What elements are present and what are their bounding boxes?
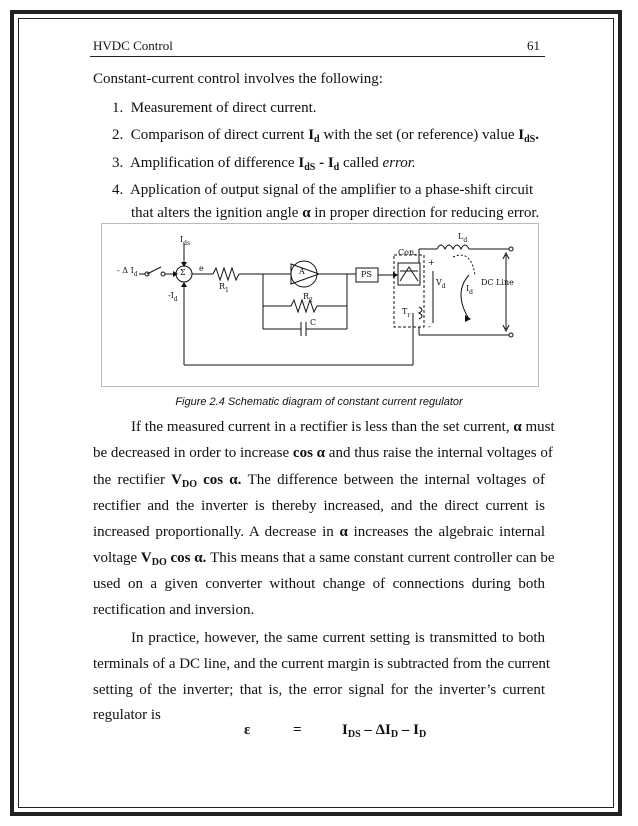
label-ld: $L_d$	[458, 232, 468, 244]
label-dc-line: DC Line	[481, 278, 514, 287]
list-text: Application of output signal of the amplifier to a phase-shift circuit	[129, 182, 534, 198]
header-rule	[90, 56, 545, 57]
arrow-head	[465, 315, 471, 322]
terminal-node	[509, 247, 513, 251]
list-number: 1.	[112, 100, 124, 116]
symbol-id: I	[308, 127, 315, 143]
running-header-title: HVDC Control	[93, 38, 173, 53]
list-item	[112, 100, 317, 117]
label-tr: $T_r$	[402, 307, 411, 319]
label-ps: PS	[361, 270, 372, 279]
equation-equals: =	[293, 722, 302, 738]
list-item	[112, 127, 539, 145]
label-plus: +	[428, 258, 435, 267]
symbol-alpha: α	[302, 205, 311, 221]
valve-symbol	[400, 267, 418, 281]
paragraph-line: used on a given converter without change of connections during both	[93, 576, 545, 592]
list-text: Measurement of direct current.	[130, 100, 317, 116]
label-c: C	[310, 318, 317, 327]
label-e: e	[199, 264, 204, 273]
switch-blade	[147, 267, 161, 274]
paragraph-line: rectification and inversion.	[93, 602, 255, 618]
list-text: in proper direction for reducing error.	[310, 205, 540, 221]
label-sigma: Σ	[180, 268, 186, 277]
list-text: Amplification of difference	[129, 155, 299, 171]
list-item	[112, 182, 533, 199]
equation-rhs: $I_{DS} - \Delta I_D - I_D$	[342, 722, 427, 740]
minus-sign: -	[315, 155, 328, 171]
label-vd: $V_d$	[436, 278, 446, 290]
terminal-node	[509, 333, 513, 337]
arrow-head	[181, 282, 187, 287]
label-amp: A	[299, 267, 305, 276]
list-number: 4.	[112, 182, 124, 198]
label-con: Con.	[398, 248, 417, 257]
paragraph-line: be decreased in order to increase cos α and thus raise the internal voltages of	[93, 445, 553, 461]
paragraph-line: voltage $V_{DO}$ cos α. This means that a same constant current controller can be	[93, 550, 555, 568]
paragraph-line: increased proportionally. A decrease in α increases the algebraic internal	[93, 524, 545, 540]
symbol-ids-sub: dS	[524, 134, 536, 145]
paragraph-line: If the measured current in a rectifier is less than the set current, α must	[131, 419, 555, 435]
symbol-ids: I	[298, 155, 305, 171]
current-arc	[461, 275, 469, 319]
list-text: Comparison of direct current	[130, 127, 309, 143]
list-text-end: .	[535, 127, 539, 143]
symbol-id: I	[327, 155, 334, 171]
error-term: error.	[382, 155, 416, 171]
paragraph-line: In practice, however, the same current setting is transmitted to both	[131, 630, 545, 646]
current-arc-dashed	[453, 255, 475, 275]
inductor-ld	[437, 245, 469, 249]
list-text: that alters the ignition angle	[131, 205, 303, 221]
resistor-r1	[213, 268, 239, 280]
terminal-node	[161, 272, 165, 276]
paragraph-line: rectifier and the inverter is thereby increased, and the direct current is	[93, 498, 545, 514]
arrow-head	[173, 271, 178, 277]
list-text: with the set (or reference) value	[319, 127, 519, 143]
list-number: 2.	[112, 127, 124, 143]
circuit-schematic	[101, 223, 537, 385]
label-r1: $R_1$	[219, 282, 229, 294]
list-text: called	[339, 155, 383, 171]
label-minus-id: $-I_d$	[168, 291, 178, 303]
list-item	[112, 155, 416, 173]
symbol-ids: I	[518, 127, 525, 143]
symbol-ids-sub: dS	[304, 162, 316, 173]
label-r2: $R_2$	[303, 292, 313, 304]
figure-caption: Figure 2.4 Schematic diagram of constant current regulator	[175, 396, 463, 408]
current-transformer	[419, 307, 422, 319]
page-number: 61	[527, 38, 540, 53]
symbol-id-sub: d	[333, 162, 340, 173]
paragraph-line: terminals of a DC line, and the current margin is subtracted from the current	[93, 656, 551, 672]
label-ids: $I_{ds}$	[180, 235, 191, 247]
equation-epsilon: ε	[244, 722, 251, 738]
label-id: $I_d$	[466, 284, 474, 296]
intro-text: Constant-current control involves the following:	[93, 71, 383, 87]
paragraph-line: regulator is	[93, 707, 161, 723]
paragraph-line: setting of the inverter; that is, the error signal for the inverter’s current	[93, 682, 545, 698]
symbol-id-sub: d	[314, 134, 320, 145]
paragraph-line: the rectifier $V_{DO}$ cos α. The difference between the internal voltages of	[93, 472, 545, 490]
label-minus: -	[428, 322, 431, 331]
list-number: 3.	[112, 155, 124, 171]
label-delta-id: - Δ $I_d$	[117, 266, 138, 278]
list-item-continuation	[131, 205, 539, 222]
arrow-head	[393, 272, 398, 278]
